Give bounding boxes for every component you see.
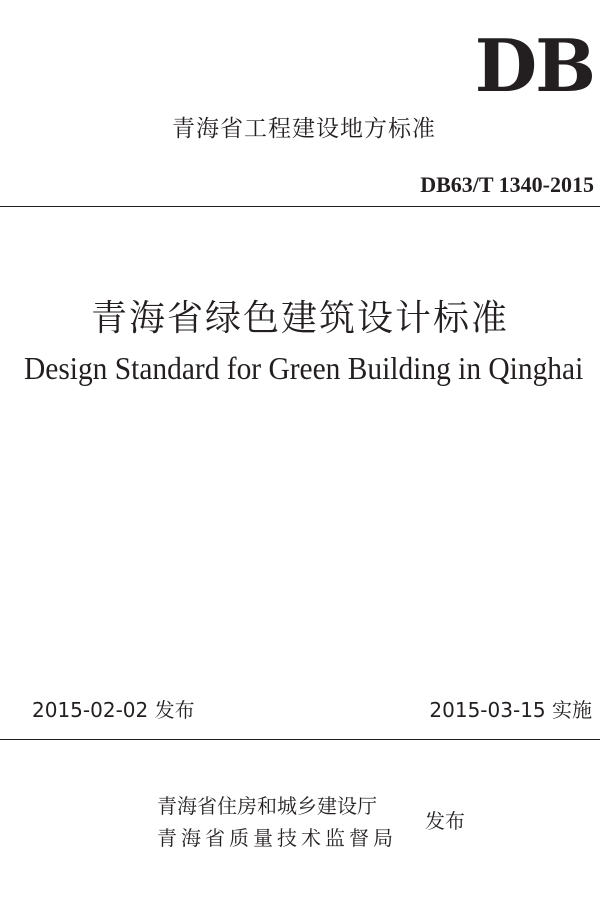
issuer-housing-department: 青海省住房和城乡建设厅 (157, 794, 377, 818)
bottom-divider (0, 739, 600, 740)
issuing-authorities (157, 790, 397, 854)
standard-category: 青海省工程建设地方标准 (172, 116, 436, 142)
title-english: Design Standard for Green Building in Qinghai (24, 350, 584, 386)
issue-date: 2015-02-02 发布 (32, 698, 195, 722)
title-chinese: 青海省绿色建筑设计标准 (90, 298, 509, 339)
standard-number: DB63/T 1340-2015 (420, 172, 594, 197)
publish-label: 发布 (425, 809, 465, 833)
implementation-date: 2015-03-15 实施 (429, 698, 592, 722)
top-divider (0, 206, 600, 207)
db-logo: DB (474, 23, 594, 108)
issuer-quality-bureau: 青海省质量技术监督局 (157, 826, 397, 850)
